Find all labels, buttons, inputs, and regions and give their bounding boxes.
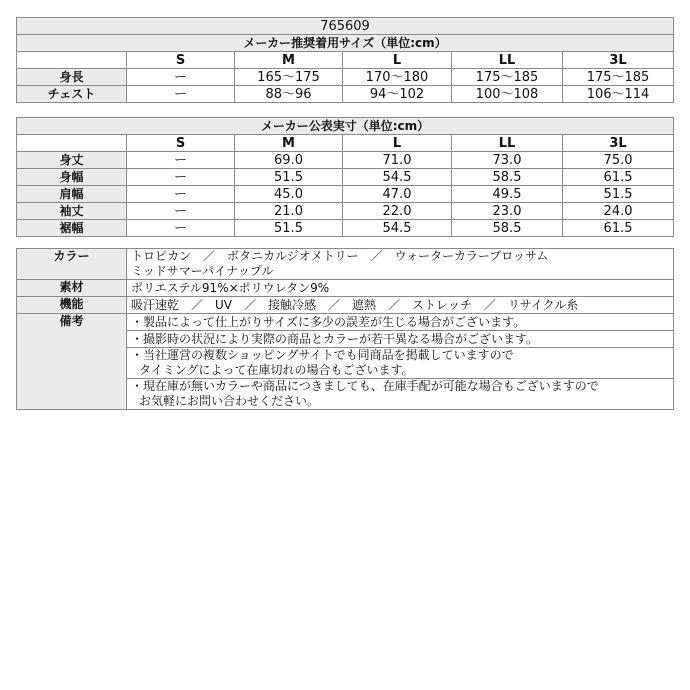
material-label: 素材 bbox=[17, 280, 127, 297]
note-line: ・撮影時の状況により実際の商品とカラーが若干異なる場合がございます。 bbox=[131, 331, 539, 346]
table-cell: 75.0 bbox=[563, 152, 674, 169]
table-cell: 73.0 bbox=[452, 152, 563, 169]
table-cell: 61.5 bbox=[563, 169, 674, 186]
table-cell: 58.5 bbox=[452, 220, 563, 237]
row-label-shoulder-width: 肩幅 bbox=[17, 186, 127, 203]
table-cell: 51.5 bbox=[235, 220, 343, 237]
color-values bbox=[127, 249, 674, 280]
size-header-ll: LL bbox=[452, 52, 563, 69]
table-cell: 71.0 bbox=[343, 152, 452, 169]
row-label-hem-width: 裾幅 bbox=[17, 220, 127, 237]
recommended-size-table bbox=[16, 17, 674, 103]
table-row bbox=[17, 152, 674, 169]
size-header-3l: 3L bbox=[563, 52, 674, 69]
table-cell: 24.0 bbox=[563, 203, 674, 220]
table-cell: 47.0 bbox=[343, 186, 452, 203]
size-header-l: L bbox=[343, 135, 452, 152]
size-header-3l: 3L bbox=[563, 135, 674, 152]
table-cell: 69.0 bbox=[235, 152, 343, 169]
table-cell: 175〜185 bbox=[563, 69, 674, 86]
row-label-chest: チェスト bbox=[17, 86, 127, 103]
table-row bbox=[17, 314, 674, 331]
table-cell: 22.0 bbox=[343, 203, 452, 220]
table-row bbox=[17, 203, 674, 220]
size-header-s: S bbox=[127, 52, 235, 69]
table-row bbox=[17, 169, 674, 186]
table-cell: 23.0 bbox=[452, 203, 563, 220]
table-cell: ー bbox=[127, 203, 235, 220]
table-cell: 49.5 bbox=[452, 186, 563, 203]
size-header-s: S bbox=[127, 135, 235, 152]
note-line: ・現在庫が無いカラーや商品につきましても、在庫手配が可能な場合もございますので bbox=[131, 379, 599, 393]
row-label-length: 身丈 bbox=[17, 152, 127, 169]
note-line: タイミングによって在庫切れの場合もございます。 bbox=[139, 363, 414, 377]
product-code: 765609 bbox=[17, 18, 674, 35]
note-line: ・当社運営の複数ショッピングサイトでも同商品を掲載していますので bbox=[131, 348, 514, 362]
table-row bbox=[17, 297, 674, 314]
note-line: ・製品によって仕上がりサイズに多少の誤差が生じる場合がございます。 bbox=[131, 314, 526, 329]
note-item bbox=[127, 379, 674, 410]
note-item bbox=[127, 331, 674, 348]
table-cell: 51.5 bbox=[235, 169, 343, 186]
measured-size-table bbox=[16, 117, 674, 237]
table-cell: 170〜180 bbox=[343, 69, 452, 86]
note-item bbox=[127, 348, 674, 379]
color-line: トロピカン ／ ボタニカルジオメトリー ／ ウォーターカラーブロッサム bbox=[131, 249, 549, 263]
table-cell: 88〜96 bbox=[235, 86, 343, 103]
note-line: お気軽にお問い合わせください。 bbox=[139, 394, 320, 408]
notes-label: 備考 bbox=[17, 314, 127, 410]
size-header-m: M bbox=[235, 135, 343, 152]
function-label: 機能 bbox=[17, 297, 127, 314]
color-line: ミッドサマーパイナップル bbox=[131, 264, 274, 278]
material-value: ポリエステル91%×ポリウレタン9% bbox=[127, 280, 674, 297]
table-row bbox=[17, 86, 674, 103]
table-row bbox=[17, 280, 674, 297]
corner-cell bbox=[17, 135, 127, 152]
color-label: カラー bbox=[17, 249, 127, 280]
corner-cell bbox=[17, 52, 127, 69]
table-cell: 45.0 bbox=[235, 186, 343, 203]
table-cell: 51.5 bbox=[563, 186, 674, 203]
size-header-m: M bbox=[235, 52, 343, 69]
size-header-ll: LL bbox=[452, 135, 563, 152]
table-row bbox=[17, 186, 674, 203]
table-cell: ー bbox=[127, 220, 235, 237]
table-cell: 21.0 bbox=[235, 203, 343, 220]
product-details-table bbox=[16, 248, 674, 410]
row-label-height: 身長 bbox=[17, 69, 127, 86]
table-cell: ー bbox=[127, 186, 235, 203]
recommended-size-title: メーカー推奨着用サイズ（単位:cm） bbox=[17, 35, 674, 52]
table-row bbox=[17, 220, 674, 237]
row-label-body-width: 身幅 bbox=[17, 169, 127, 186]
table-cell: ー bbox=[127, 152, 235, 169]
table-cell: 58.5 bbox=[452, 169, 563, 186]
table-cell: ー bbox=[127, 69, 235, 86]
table-row bbox=[17, 69, 674, 86]
measured-size-title: メーカー公表実寸（単位:cm） bbox=[17, 118, 674, 135]
table-cell: 165〜175 bbox=[235, 69, 343, 86]
row-label-sleeve-length: 袖丈 bbox=[17, 203, 127, 220]
table-cell: 100〜108 bbox=[452, 86, 563, 103]
table-row bbox=[17, 249, 674, 280]
table-cell: ー bbox=[127, 86, 235, 103]
note-item bbox=[127, 314, 674, 331]
table-cell: 94〜102 bbox=[343, 86, 452, 103]
table-cell: 54.5 bbox=[343, 169, 452, 186]
function-value: 吸汗速乾 ／ UV ／ 接触冷感 ／ 遮熱 ／ ストレッチ ／ リサイクル糸 bbox=[127, 297, 674, 314]
table-cell: 61.5 bbox=[563, 220, 674, 237]
table-cell: 175〜185 bbox=[452, 69, 563, 86]
table-cell: 106〜114 bbox=[563, 86, 674, 103]
size-header-l: L bbox=[343, 52, 452, 69]
table-cell: 54.5 bbox=[343, 220, 452, 237]
table-cell: ー bbox=[127, 169, 235, 186]
